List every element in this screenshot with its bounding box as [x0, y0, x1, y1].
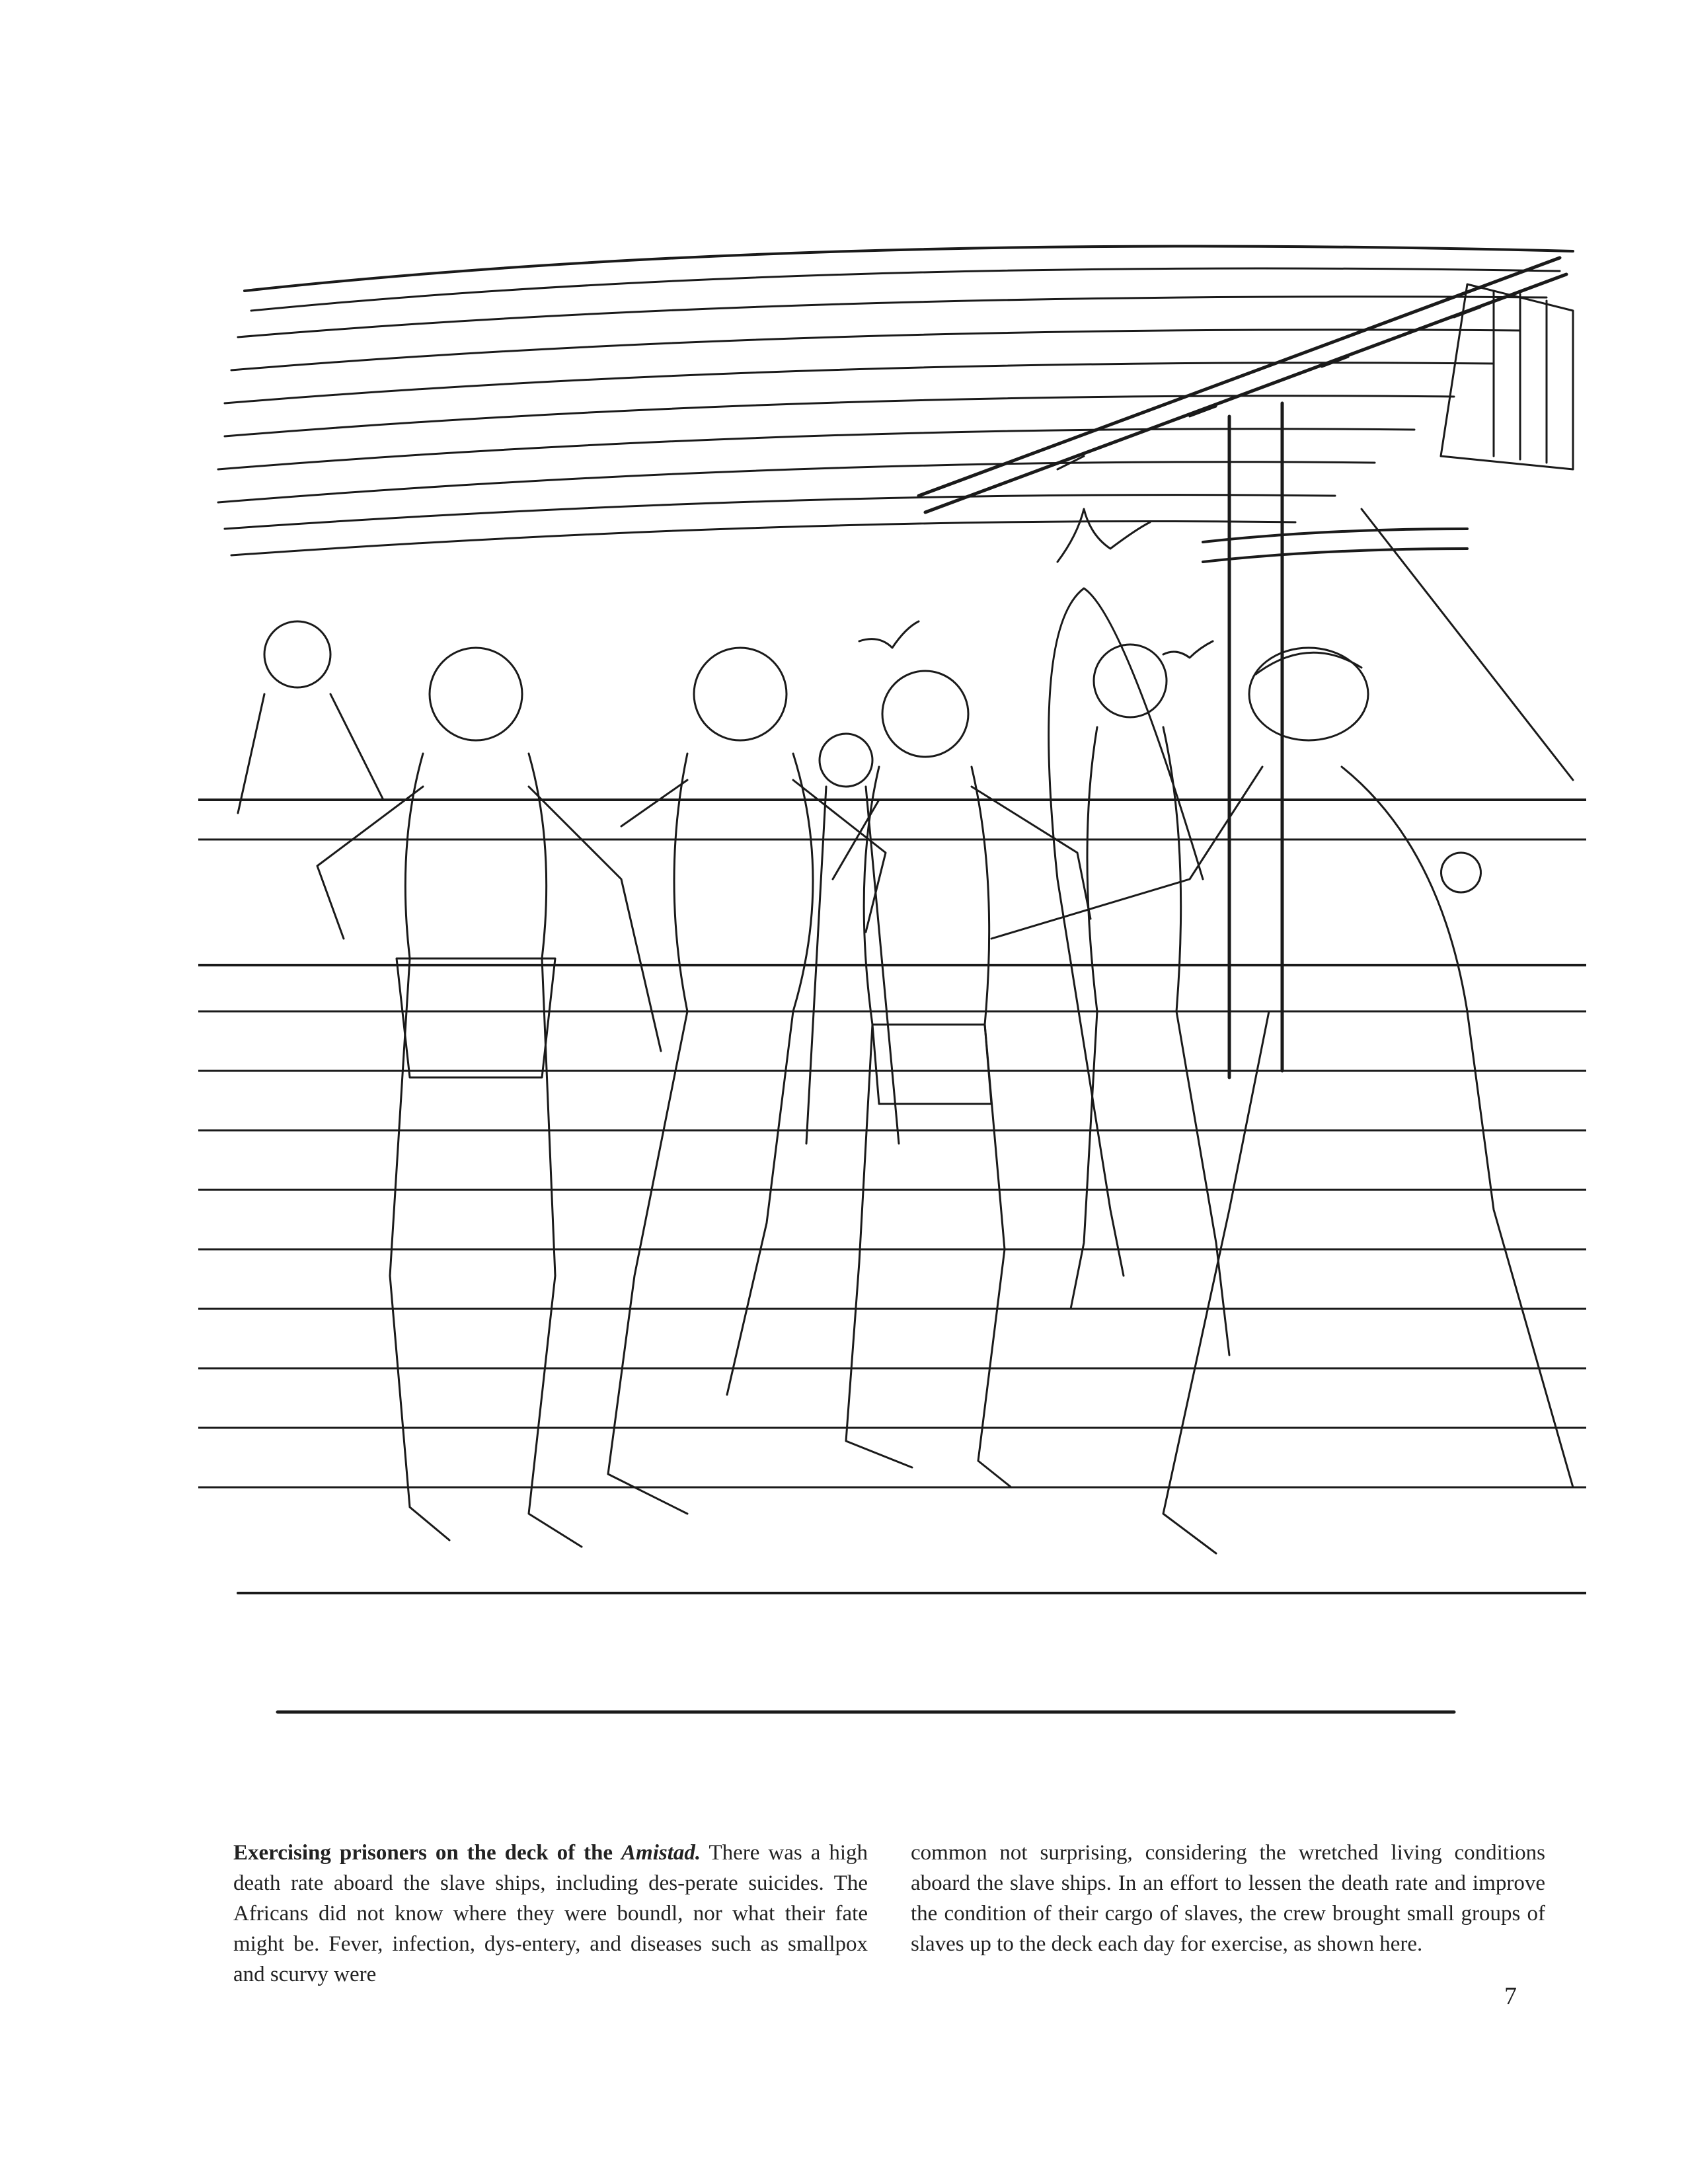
caption-left-body: There was a high death rate aboard the slave ships, including des-perate suicides. The Africans did not know where they were boundl, nor what their fate might be. Fever, infection, dys-entery, and diseases such as smallpox and scurvy were: [233, 1841, 868, 1986]
sail-lines: [218, 247, 1573, 556]
background-sailors: [238, 621, 899, 1144]
captive-figure-back: [608, 648, 886, 1514]
caption-ship-name: Amistad.: [621, 1841, 701, 1865]
captive-figure-left: [317, 648, 661, 1547]
seagull-icons: [859, 509, 1213, 658]
deck-scene-illustration: [198, 218, 1586, 1758]
caption-right-body: common not surprising, considering the wretched living conditions aboard the slave ships. In an effort to lessen the death rate and improve the condition of their cargo of slaves, the crew brought small groups of slaves up to the deck each day for exercise, as shown here.: [911, 1841, 1545, 1956]
mast: [1203, 403, 1573, 1077]
captive-figure-center: [833, 671, 1091, 1487]
ship-rail: [198, 800, 1586, 965]
deck-planks: [198, 1011, 1586, 1712]
caption-left-column: [233, 1838, 868, 1990]
caption-lead: Exercising prisoners on the deck of the: [233, 1841, 622, 1865]
page-number: 7: [1504, 1982, 1517, 2010]
caption-right-column: [911, 1838, 1545, 1959]
